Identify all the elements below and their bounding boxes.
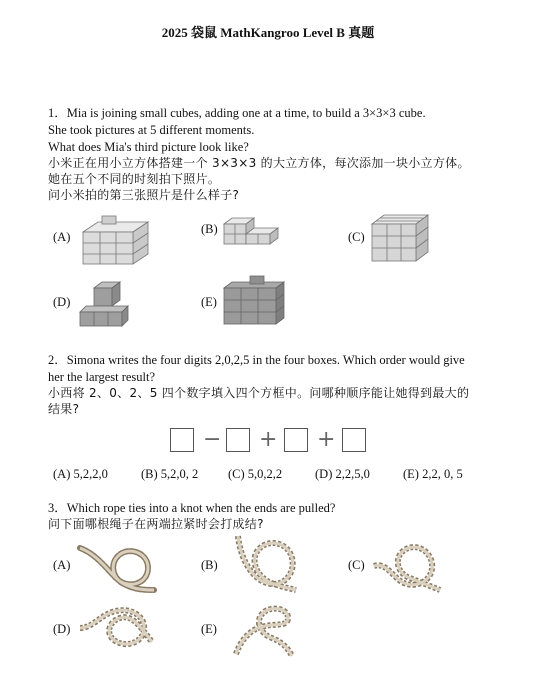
digit-box-4 <box>342 428 366 452</box>
question-text-cn: 问下面哪根绳子在两端拉紧时会打成结? <box>48 517 264 531</box>
question-text-cn: 小米正在用小立方体搭建一个 3×3×3 的大立方体，每次添加一块小立方体。 <box>48 156 470 170</box>
question-text: 3．Which rope ties into a knot when the ends are pulled? <box>48 501 336 515</box>
option-label-a: (A) <box>53 230 71 244</box>
question-text-cn: 问小米拍的第三张照片是什么样子? <box>48 188 240 202</box>
option-label-b: (B) <box>201 222 218 236</box>
option-label-b: (B) <box>201 558 218 572</box>
cube-picture-d <box>78 280 136 330</box>
question-text: 1．Mia is joining small cubes, adding one at a time, to build a 3×3×3 cube. <box>48 106 426 120</box>
digit-box-3 <box>284 428 308 452</box>
page-title: 2025 袋鼠 MathKangroo Level B 真题 <box>161 25 375 40</box>
question-text: What does Mia's third picture look like? <box>48 140 249 154</box>
question-text-cn: 小西将 2、0、2、5 四个数字填入四个方框中。问哪种顺序能让她得到最大的 <box>48 386 470 400</box>
option-label-d: (D) <box>53 295 71 309</box>
cube-picture-e <box>222 274 288 330</box>
option-label-d: (D) <box>53 622 71 636</box>
cube-picture-c <box>370 210 432 265</box>
option-label-e: (E) <box>201 295 217 309</box>
option-d: (D) 2,2,5,0 <box>315 467 370 481</box>
rope-picture-c <box>372 536 442 592</box>
option-a: (A) 5,2,2,0 <box>53 467 108 481</box>
rope-picture-e <box>226 602 296 658</box>
question-text: her the largest result? <box>48 370 156 384</box>
question-text-cn: 结果? <box>48 402 80 416</box>
option-label-a: (A) <box>53 558 71 572</box>
minus-operator: − <box>203 427 222 452</box>
option-label-e: (E) <box>201 622 217 636</box>
cube-picture-a <box>78 212 153 267</box>
question-text: 2．Simona writes the four digits 2,0,2,5 in the four boxes. Which order would give <box>48 353 465 367</box>
cube-picture-b <box>222 208 282 248</box>
plus-operator: + <box>317 427 336 452</box>
rope-picture-a <box>76 538 156 593</box>
option-label-c: (C) <box>348 230 365 244</box>
digit-box-1 <box>170 428 194 452</box>
question-text: She took pictures at 5 different moments. <box>48 123 255 137</box>
digit-box-2 <box>226 428 250 452</box>
question-text-cn: 她在五个不同的时刻拍下照片。 <box>48 172 221 186</box>
plus-operator: + <box>259 427 278 452</box>
option-b: (B) 5,2,0, 2 <box>141 467 199 481</box>
option-e: (E) 2,2, 0, 5 <box>403 467 463 481</box>
option-label-c: (C) <box>348 558 365 572</box>
rope-picture-b <box>230 532 300 592</box>
rope-picture-d <box>76 602 156 652</box>
option-c: (C) 5,0,2,2 <box>228 467 283 481</box>
